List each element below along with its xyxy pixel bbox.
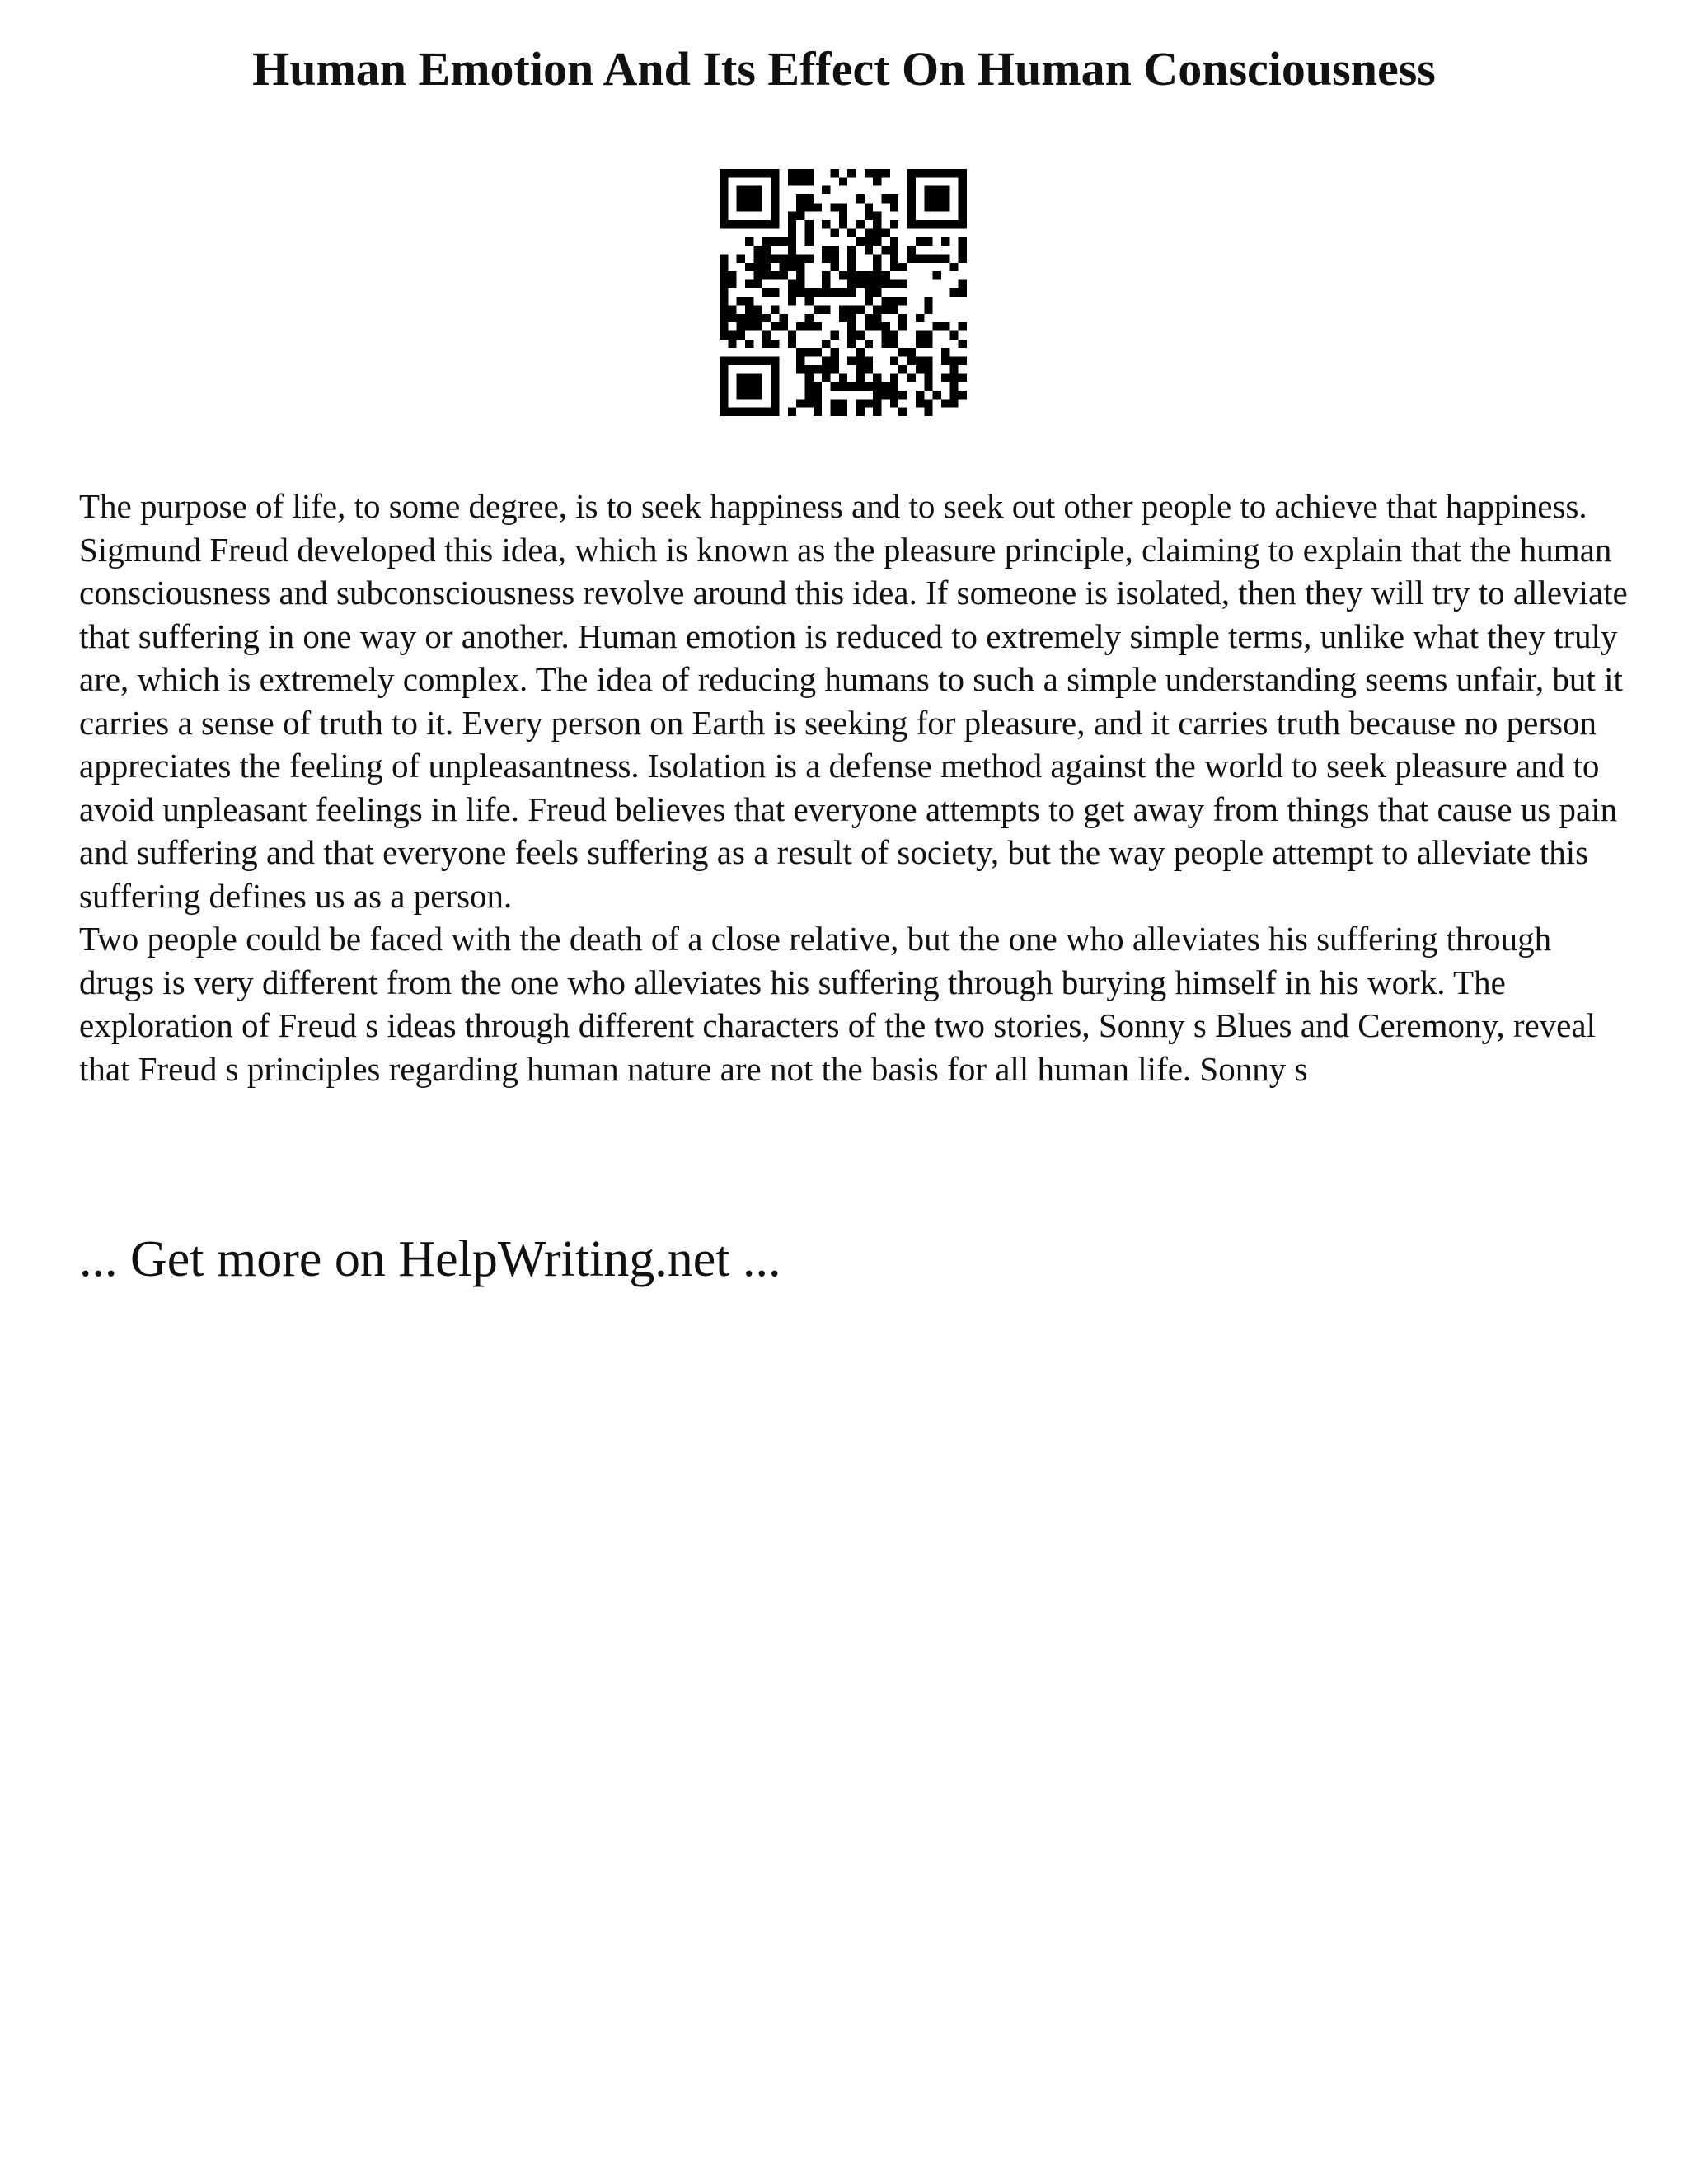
paragraph: The purpose of life, to some degree, is to seek happiness and to seek out other people to achieve that happiness. Sigmund Freud developed this idea, which is known as the pleasure principle, claiming to explain that the human consciousness and subconsciousness revolve around this idea. If someone is isolated, then they will try to alleviate that suffering in one way or another. Human emotion is reduced to extremely simple terms, unlike what they truly are, which is extremely complex. The idea of reducing humans to such a simple understanding seems unfair, but it carries a sense of truth to it. Every person on Earth is seeking for pleasure, and it carries truth because no person appreciates the feeling of unpleasantness. Isolation is a defense method against the world to seek pleasure and to avoid unpleasant feelings in life. Freud believes that everyone attempts to get away from things that cause us pain and suffering and that everyone feels suffering as a result of society, but the way people attempt to alleviate this suffering defines us as a person.	[79, 487, 1628, 915]
get-more-link[interactable]: ... Get more on HelpWriting.net ...	[79, 1231, 781, 1287]
document-title: Human Emotion And Its Effect On Human Consciousness	[252, 42, 1436, 96]
paragraph: Two people could be faced with the death of a close relative, but the one who alleviates his suffering through drugs is very different from the one who alleviates his suffering through burying himself in his work. The exploration of Freud s ideas through different characters of the two stories, Sonny s Blues and Ceremony, reveal that Freud s principles regarding human nature are not the basis for all human life. Sonny s	[79, 920, 1596, 1088]
essay-excerpt	[79, 485, 1629, 1090]
qr-code-icon	[720, 169, 967, 416]
